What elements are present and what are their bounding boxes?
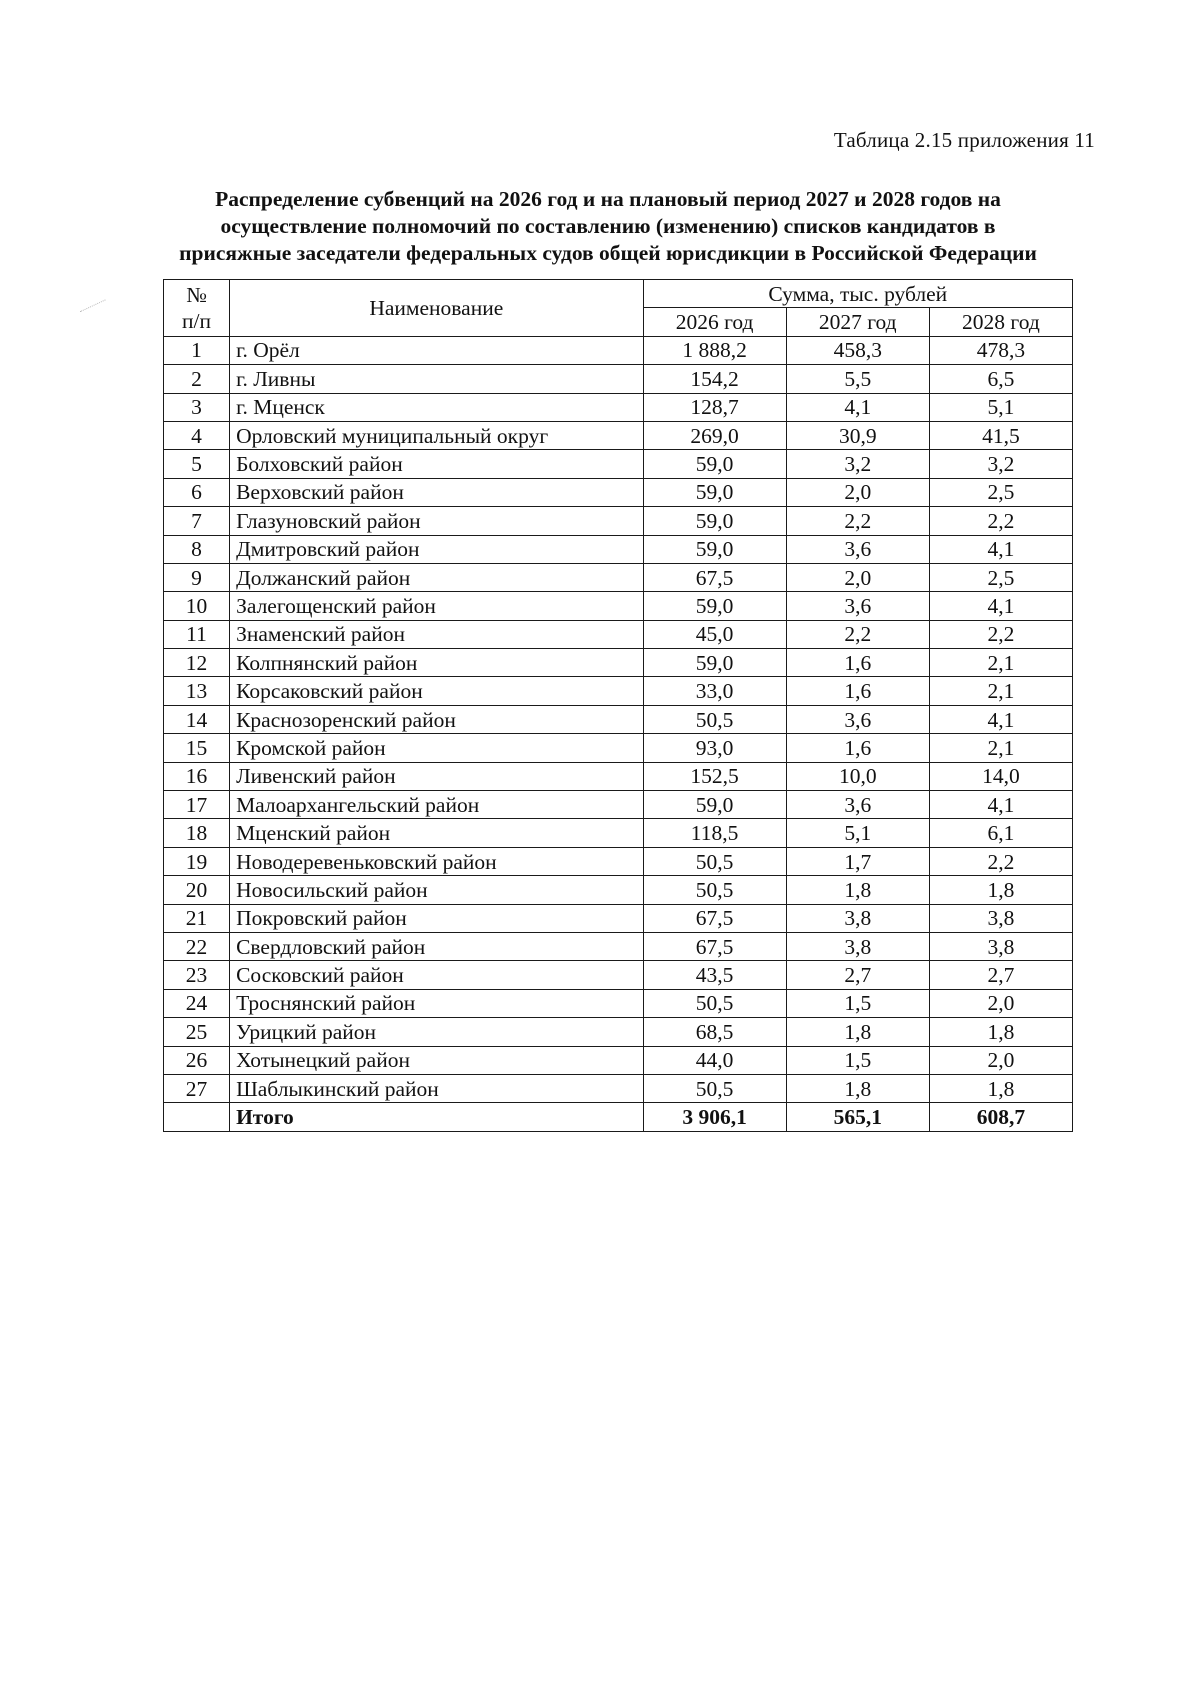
row-value-2028: 3,8: [929, 904, 1072, 932]
row-value-2028: 41,5: [929, 421, 1072, 449]
row-value-2028: 6,1: [929, 819, 1072, 847]
table-row: [164, 791, 1073, 819]
row-value-2026: 59,0: [643, 478, 786, 506]
row-value-2027: 1,6: [786, 734, 929, 762]
row-value-2026: 50,5: [643, 876, 786, 904]
row-value-2026: 68,5: [643, 1018, 786, 1046]
row-number: 3: [164, 393, 230, 421]
header-year-2026: 2026 год: [643, 308, 786, 336]
table-reference: Таблица 2.15 приложения 11: [833, 128, 1095, 152]
row-number: 21: [164, 904, 230, 932]
header-year-2027: 2027 год: [786, 308, 929, 336]
row-value-2028: 1,8: [929, 1074, 1072, 1102]
header-year-2028: 2028 год: [929, 308, 1072, 336]
row-value-2027: 3,8: [786, 904, 929, 932]
row-value-2026: 67,5: [643, 932, 786, 960]
row-name: Должанский район: [230, 563, 643, 591]
total-value-2028: 608,7: [929, 1103, 1072, 1131]
table-row: [164, 336, 1073, 364]
row-number: 6: [164, 478, 230, 506]
row-value-2028: 2,5: [929, 563, 1072, 591]
header-name: Наименование: [230, 280, 643, 337]
row-value-2026: 50,5: [643, 847, 786, 875]
table-row: [164, 989, 1073, 1017]
table-row: [164, 535, 1073, 563]
row-name: Краснозоренский район: [230, 705, 643, 733]
row-value-2026: 50,5: [643, 1074, 786, 1102]
row-value-2028: 1,8: [929, 1018, 1072, 1046]
row-name: Орловский муниципальный округ: [230, 421, 643, 449]
row-value-2027: 1,8: [786, 1018, 929, 1046]
row-name: г. Орёл: [230, 336, 643, 364]
row-name: Корсаковский район: [230, 677, 643, 705]
row-name: Ливенский район: [230, 762, 643, 790]
row-value-2026: 118,5: [643, 819, 786, 847]
row-value-2026: 269,0: [643, 421, 786, 449]
row-value-2026: 44,0: [643, 1046, 786, 1074]
row-value-2028: 478,3: [929, 336, 1072, 364]
table-row: [164, 904, 1073, 932]
row-name: г. Ливны: [230, 365, 643, 393]
row-number: 25: [164, 1018, 230, 1046]
row-number: 13: [164, 677, 230, 705]
table-row: [164, 876, 1073, 904]
table-row: [164, 847, 1073, 875]
row-number: 5: [164, 450, 230, 478]
row-value-2026: 154,2: [643, 365, 786, 393]
table-row: [164, 677, 1073, 705]
total-label: Итого: [230, 1103, 643, 1131]
table-row: [164, 649, 1073, 677]
row-name: Троснянский район: [230, 989, 643, 1017]
table-row: [164, 393, 1073, 421]
row-value-2026: 59,0: [643, 592, 786, 620]
row-value-2028: 3,8: [929, 932, 1072, 960]
row-number: 14: [164, 705, 230, 733]
row-value-2027: 458,3: [786, 336, 929, 364]
table-row: [164, 762, 1073, 790]
table-row: [164, 734, 1073, 762]
row-number: 18: [164, 819, 230, 847]
row-number: 20: [164, 876, 230, 904]
row-value-2027: 10,0: [786, 762, 929, 790]
row-number: 7: [164, 507, 230, 535]
table-row: [164, 620, 1073, 648]
row-value-2028: 4,1: [929, 592, 1072, 620]
row-name: Малоархангельский район: [230, 791, 643, 819]
row-value-2027: 3,6: [786, 791, 929, 819]
document-title: [118, 186, 1098, 267]
row-value-2027: 1,6: [786, 649, 929, 677]
row-value-2026: 67,5: [643, 563, 786, 591]
row-value-2027: 1,8: [786, 876, 929, 904]
row-value-2026: 128,7: [643, 393, 786, 421]
table-row: [164, 450, 1073, 478]
row-value-2028: 2,1: [929, 677, 1072, 705]
row-value-2028: 2,0: [929, 989, 1072, 1017]
row-value-2026: 50,5: [643, 989, 786, 1017]
total-value-2027: 565,1: [786, 1103, 929, 1131]
row-value-2028: 2,0: [929, 1046, 1072, 1074]
row-name: Знаменский район: [230, 620, 643, 648]
table-row: [164, 819, 1073, 847]
row-value-2028: 2,2: [929, 847, 1072, 875]
row-number: 26: [164, 1046, 230, 1074]
total-number: [164, 1103, 230, 1131]
row-value-2028: 4,1: [929, 705, 1072, 733]
row-value-2028: 3,2: [929, 450, 1072, 478]
row-value-2026: 152,5: [643, 762, 786, 790]
row-number: 17: [164, 791, 230, 819]
row-value-2026: 59,0: [643, 649, 786, 677]
row-number: 16: [164, 762, 230, 790]
row-value-2028: 2,5: [929, 478, 1072, 506]
row-value-2027: 5,5: [786, 365, 929, 393]
row-value-2027: 3,8: [786, 932, 929, 960]
row-value-2026: 59,0: [643, 507, 786, 535]
row-value-2028: 1,8: [929, 876, 1072, 904]
row-value-2026: 33,0: [643, 677, 786, 705]
table-row: [164, 507, 1073, 535]
row-value-2026: 67,5: [643, 904, 786, 932]
row-value-2026: 50,5: [643, 705, 786, 733]
header-number-line1: №: [186, 282, 207, 307]
row-value-2027: 2,0: [786, 478, 929, 506]
row-name: Новосильский район: [230, 876, 643, 904]
scan-speck: [80, 299, 108, 317]
row-number: 9: [164, 563, 230, 591]
title-line: осуществление полномочий по составлению (изменению) списков кандидатов в: [220, 214, 996, 238]
row-value-2028: 2,1: [929, 649, 1072, 677]
table-row: [164, 1074, 1073, 1102]
row-number: 27: [164, 1074, 230, 1102]
row-value-2028: 4,1: [929, 535, 1072, 563]
row-name: Урицкий район: [230, 1018, 643, 1046]
table-row: [164, 478, 1073, 506]
row-number: 11: [164, 620, 230, 648]
row-name: Кромской район: [230, 734, 643, 762]
table-row: [164, 705, 1073, 733]
row-number: 22: [164, 932, 230, 960]
row-name: Глазуновский район: [230, 507, 643, 535]
row-number: 19: [164, 847, 230, 875]
total-value-2026: 3 906,1: [643, 1103, 786, 1131]
row-value-2028: 2,1: [929, 734, 1072, 762]
row-number: 23: [164, 961, 230, 989]
table-body: [164, 336, 1073, 1131]
row-name: Мценский район: [230, 819, 643, 847]
row-number: 10: [164, 592, 230, 620]
row-name: Верховский район: [230, 478, 643, 506]
title-line: Распределение субвенций на 2026 год и на плановый период 2027 и 2028 годов на: [215, 187, 1001, 211]
row-name: Колпнянский район: [230, 649, 643, 677]
row-name: Новодеревеньковский район: [230, 847, 643, 875]
table-row: [164, 1018, 1073, 1046]
table-row: [164, 932, 1073, 960]
table-row: [164, 421, 1073, 449]
row-value-2027: 1,6: [786, 677, 929, 705]
row-name: г. Мценск: [230, 393, 643, 421]
row-value-2027: 4,1: [786, 393, 929, 421]
table-row: [164, 563, 1073, 591]
row-value-2027: 5,1: [786, 819, 929, 847]
row-value-2026: 59,0: [643, 791, 786, 819]
table-header-row: [164, 280, 1073, 308]
row-value-2027: 3,2: [786, 450, 929, 478]
row-value-2028: 2,2: [929, 507, 1072, 535]
row-value-2026: 93,0: [643, 734, 786, 762]
table-row: [164, 365, 1073, 393]
row-value-2027: 2,7: [786, 961, 929, 989]
row-value-2027: 1,5: [786, 989, 929, 1017]
row-number: 15: [164, 734, 230, 762]
row-value-2027: 3,6: [786, 705, 929, 733]
row-value-2027: 2,0: [786, 563, 929, 591]
subvention-table: [163, 279, 1073, 1132]
row-value-2027: 1,5: [786, 1046, 929, 1074]
row-value-2026: 1 888,2: [643, 336, 786, 364]
title-line: присяжные заседатели федеральных судов общей юрисдикции в Российской Федерации: [179, 241, 1037, 265]
row-name: Сосковский район: [230, 961, 643, 989]
row-value-2028: 4,1: [929, 791, 1072, 819]
row-value-2028: 6,5: [929, 365, 1072, 393]
row-value-2027: 1,7: [786, 847, 929, 875]
row-name: Шаблыкинский район: [230, 1074, 643, 1102]
header-number: [164, 280, 230, 337]
row-number: 4: [164, 421, 230, 449]
row-value-2027: 2,2: [786, 507, 929, 535]
row-value-2028: 5,1: [929, 393, 1072, 421]
row-number: 1: [164, 336, 230, 364]
header-sum: Сумма, тыс. рублей: [643, 280, 1072, 308]
row-value-2026: 59,0: [643, 535, 786, 563]
table-row: [164, 592, 1073, 620]
row-value-2027: 3,6: [786, 535, 929, 563]
row-name: Залегощенский район: [230, 592, 643, 620]
row-value-2026: 59,0: [643, 450, 786, 478]
row-value-2028: 2,2: [929, 620, 1072, 648]
row-value-2027: 2,2: [786, 620, 929, 648]
row-number: 2: [164, 365, 230, 393]
row-name: Свердловский район: [230, 932, 643, 960]
row-value-2027: 30,9: [786, 421, 929, 449]
row-value-2027: 3,6: [786, 592, 929, 620]
table-row: [164, 1046, 1073, 1074]
row-name: Хотынецкий район: [230, 1046, 643, 1074]
row-value-2026: 45,0: [643, 620, 786, 648]
row-value-2027: 1,8: [786, 1074, 929, 1102]
row-number: 24: [164, 989, 230, 1017]
row-value-2026: 43,5: [643, 961, 786, 989]
total-row: [164, 1103, 1073, 1131]
header-number-line2: п/п: [182, 308, 212, 333]
row-number: 8: [164, 535, 230, 563]
row-name: Покровский район: [230, 904, 643, 932]
row-value-2028: 2,7: [929, 961, 1072, 989]
row-name: Болховский район: [230, 450, 643, 478]
row-number: 12: [164, 649, 230, 677]
row-value-2028: 14,0: [929, 762, 1072, 790]
table-row: [164, 961, 1073, 989]
row-name: Дмитровский район: [230, 535, 643, 563]
